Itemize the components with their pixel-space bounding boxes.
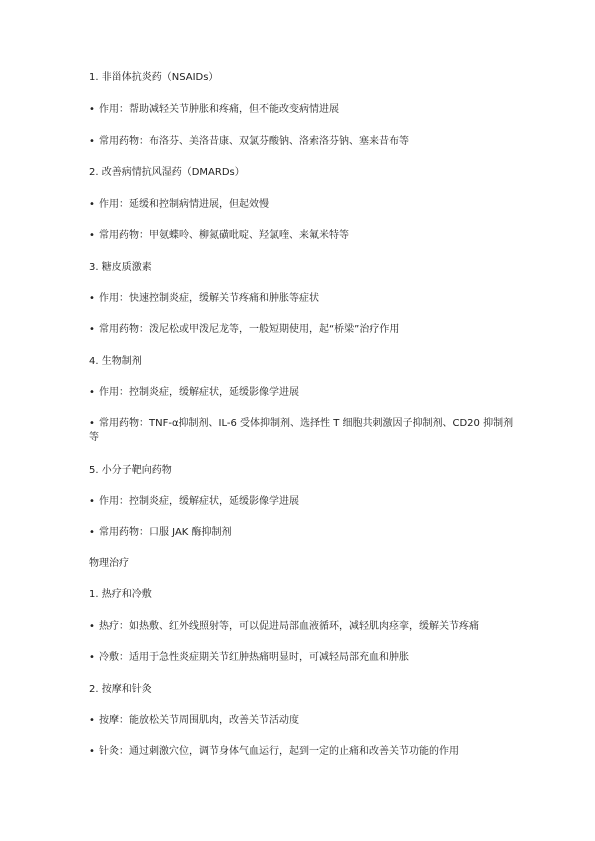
bullet-small-molecule-drugs: • 常用药物：口服 JAK 酶抑制剂 <box>89 526 519 540</box>
bullet-biologics-effect: • 作用：控制炎症，缓解症状，延缓影像学进展 <box>89 386 519 400</box>
heading-dmards: 2. 改善病情抗风湿药（DMARDs） <box>89 167 245 178</box>
heading-heat-cold: 1. 热疗和冷敷 <box>89 589 152 600</box>
heading-massage-acupuncture: 2. 按摩和针灸 <box>89 684 152 695</box>
bullet-dmards-drugs: • 常用药物：甲氨蝶呤、柳氮磺吡啶、羟氯喹、来氟米特等 <box>89 229 519 243</box>
heading-nsaids: 1. 非甾体抗炎药（NSAIDs） <box>89 72 219 83</box>
bullet-glucocorticoids-drugs: • 常用药物：泼尼松或甲泼尼龙等，一般短期使用，起“桥梁”治疗作用 <box>89 323 519 337</box>
bullet-acupuncture: • 针灸：通过刺激穴位，调节身体气血运行，起到一定的止痛和改善关节功能的作用 <box>89 745 519 759</box>
bullet-biologics-drugs: • 常用药物：TNF-α抑制剂、IL-6 受体抑制剂、选择性 T 细胞共刺激因子抑制剂、CD20 抑制剂等 <box>89 417 514 445</box>
bullet-nsaids-effect: • 作用：帮助减轻关节肿胀和疼痛，但不能改变病情进展 <box>89 103 519 117</box>
heading-biologics: 4. 生物制剂 <box>89 356 142 367</box>
section-physical-therapy: 物理治疗 <box>89 558 129 569</box>
bullet-glucocorticoids-effect: • 作用：快速控制炎症，缓解关节疼痛和肿胀等症状 <box>89 292 519 306</box>
bullet-nsaids-drugs: • 常用药物：布洛芬、美洛昔康、双氯芬酸钠、洛索洛芬钠、塞来昔布等 <box>89 135 519 149</box>
bullet-dmards-effect: • 作用：延缓和控制病情进展，但起效慢 <box>89 198 519 212</box>
bullet-cold-compress: • 冷敷：适用于急性炎症期关节红肿热痛明显时，可减轻局部充血和肿胀 <box>89 651 519 665</box>
bullet-heat-therapy: • 热疗：如热敷、红外线照射等，可以促进局部血液循环，减轻肌肉痉挛，缓解关节疼痛 <box>89 620 519 634</box>
bullet-massage: • 按摩：能放松关节周围肌肉，改善关节活动度 <box>89 714 519 728</box>
bullet-small-molecule-effect: • 作用：控制炎症，缓解症状，延缓影像学进展 <box>89 495 519 509</box>
heading-small-molecule: 5. 小分子靶向药物 <box>89 465 172 476</box>
heading-glucocorticoids: 3. 糖皮质激素 <box>89 262 152 273</box>
